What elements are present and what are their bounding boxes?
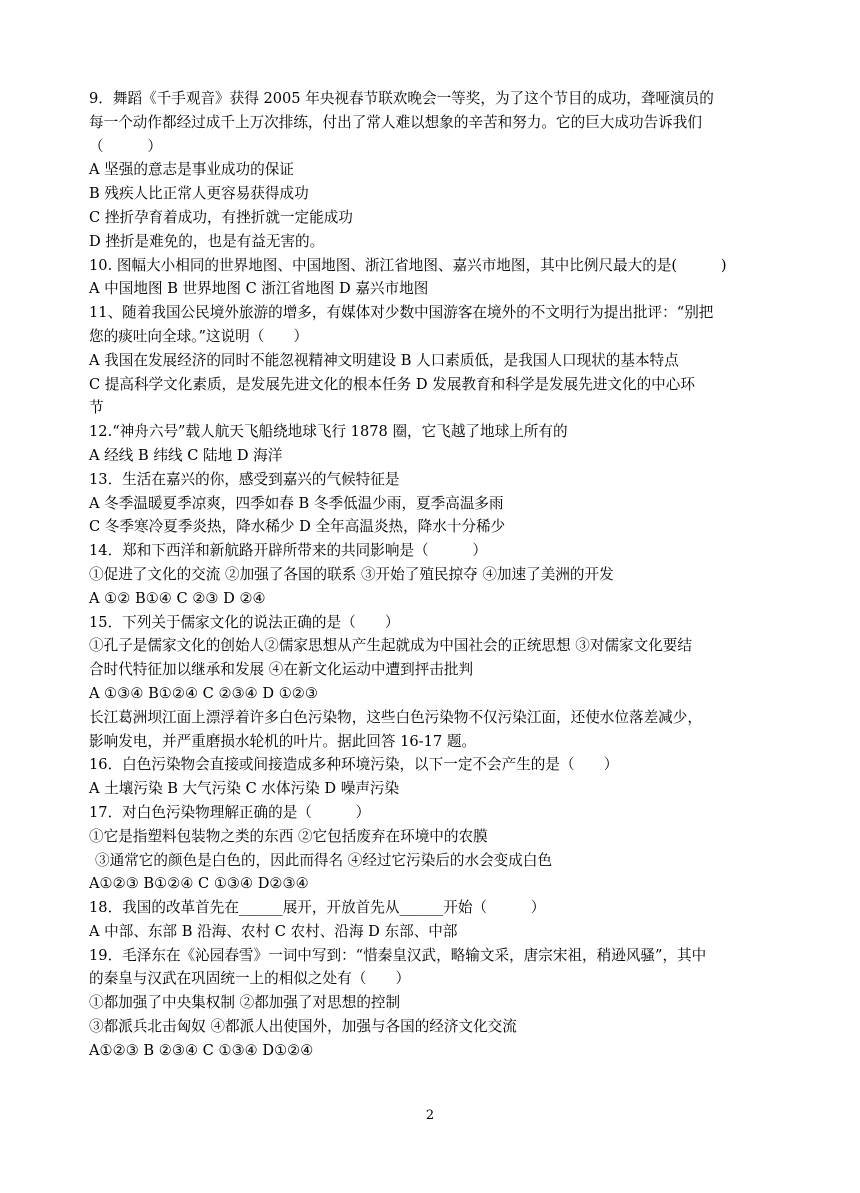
question-9-option-c: C 挫折孕育着成功，有挫折就一定能成功 xyxy=(89,208,353,226)
page-number: 2 xyxy=(425,1108,435,1123)
question-18-stem: 18．我国的改革首先在______展开，开放首先从______开始（ ） xyxy=(89,899,546,917)
question-19-statements-1: ①都加强了中央集权制 ②都加强了对思想的控制 xyxy=(89,994,401,1012)
question-10-stem: 10. 图幅大小相同的世界地图、中国地图、浙江省地图、嘉兴市地图，其中比例尺最大的是( ) xyxy=(89,256,727,274)
question-15-options: A ①③④ B①②④ C ②③④ D ①②③ xyxy=(89,684,318,702)
question-11-options-cd-wrap: 节 xyxy=(89,399,104,417)
question-9-option-d: D 挫折是难免的，也是有益无害的。 xyxy=(89,232,325,250)
question-12-stem: 12.“神舟六号”载人航天飞船绕地球飞行 1878 圈，它飞越了地球上所有的 xyxy=(89,423,568,441)
question-13-stem: 13．生活在嘉兴的你，感受到嘉兴的气候特征是 xyxy=(89,470,400,488)
question-15-statements-1: ①孔子是儒家文化的创始人②儒家思想从产生起就成为中国社会的正统思想 ③对儒家文化要结 xyxy=(89,637,692,655)
question-9-line-1: 9．舞蹈《千手观音》获得 2005 年央视春节联欢晚会一等奖，为了这个节目的成功，聋哑演员的 xyxy=(89,90,714,107)
question-11-options-ab: A 我国在发展经济的同时不能忽视精神文明建设 B 人口素质低，是我国人口现状的基本特点 xyxy=(89,351,679,369)
question-16-options: A 土壤污染 B 大气污染 C 水体污染 D 噪声污染 xyxy=(89,780,400,798)
question-11-line-1: 11、随着我国公民境外旅游的增多，有媒体对少数中国游客在境外的不文明行为提出批评：“别把 xyxy=(89,304,714,322)
question-14-stem: 14．郑和下西洋和新航路开辟所带来的共同影响是（ ） xyxy=(89,542,488,560)
question-17-statements-1: ①它是指塑料包装物之类的东西 ②它包括废弃在环境中的农膜 xyxy=(89,827,488,845)
document-body xyxy=(89,87,779,1063)
question-11-line-2: 您的痰吐向全球。”这说明（ ） xyxy=(89,327,309,345)
question-16-stem: 16．白色污染物会直接或间接造成多种环境污染，以下一定不会产生的是（ ） xyxy=(89,756,619,774)
question-19-line-1: 19．毛泽东在《沁园春雪》一词中写到：“惜秦皇汉武，略输文采，唐宗宋祖，稍逊风骚”，其中 xyxy=(89,946,707,964)
question-19-options: A①②③ B ②③④ C ①③④ D①②④ xyxy=(89,1041,314,1059)
question-13-options-cd: C 冬季寒冷夏季炎热，降水稀少 D 全年高温炎热，降水十分稀少 xyxy=(89,518,506,536)
question-9-option-b: B 残疾人比正常人更容易获得成功 xyxy=(89,185,309,203)
question-13-options-ab: A 冬季温暖夏季凉爽，四季如春 B 冬季低温少雨，夏季高温多雨 xyxy=(89,494,504,512)
question-12-options: A 经线 B 纬线 C 陆地 D 海洋 xyxy=(89,446,283,464)
question-17-options: A①②③ B①②④ C ①③④ D②③④ xyxy=(89,875,309,893)
question-15-statements-2: 合时代特征加以继承和发展 ④在新文化运动中遭到抨击批判 xyxy=(89,661,474,679)
question-17-statements-2: ③通常它的颜色是白色的，因此而得名 ④经过它污染后的水会变成白色 xyxy=(95,851,553,869)
question-19-line-2: 的秦皇与汉武在巩固统一上的相似之处有（ ） xyxy=(89,970,411,988)
question-10-options: A 中国地图 B 世界地图 C 浙江省地图 D 嘉兴市地图 xyxy=(89,280,429,298)
question-14-options: A ①② B①④ C ②③ D ②④ xyxy=(89,589,266,607)
passage-16-17-line-2: 影响发电，并严重磨损水轮机的叶片。据此回答 16-17 题。 xyxy=(89,732,477,750)
question-18-options: A 中部、东部 B 沿海、农村 C 农村、沿海 D 东部、中部 xyxy=(89,922,458,940)
question-11-options-cd: C 提高科学文化素质，是发展先进文化的根本任务 D 发展教育和科学是发展先进文化的中心环 xyxy=(89,375,695,393)
question-19-statements-2: ③都派兵北击匈奴 ④都派人出使国外，加强与各国的经济文化交流 xyxy=(89,1018,517,1036)
passage-16-17-line-1: 长江葛洲坝江面上漂浮着许多白色污染物，这些白色污染物不仅污染江面，还使水位落差减少， xyxy=(89,708,702,726)
question-9-option-a: A 坚强的意志是事业成功的保证 xyxy=(89,161,294,179)
question-14-statements: ①促进了文化的交流 ②加强了各国的联系 ③开始了殖民掠夺 ④加速了美洲的开发 xyxy=(89,565,614,583)
question-9-line-2: 每一个动作都经过成千上万次排练，付出了常人难以想象的辛苦和努力。它的巨大成功告诉我们 xyxy=(89,113,702,131)
question-17-stem: 17．对白色污染物理解正确的是（ ） xyxy=(89,803,371,821)
question-9-answer-blank: （ ） xyxy=(89,137,162,155)
question-15-stem: 15．下列关于儒家文化的说法正确的是（ ） xyxy=(89,613,400,631)
